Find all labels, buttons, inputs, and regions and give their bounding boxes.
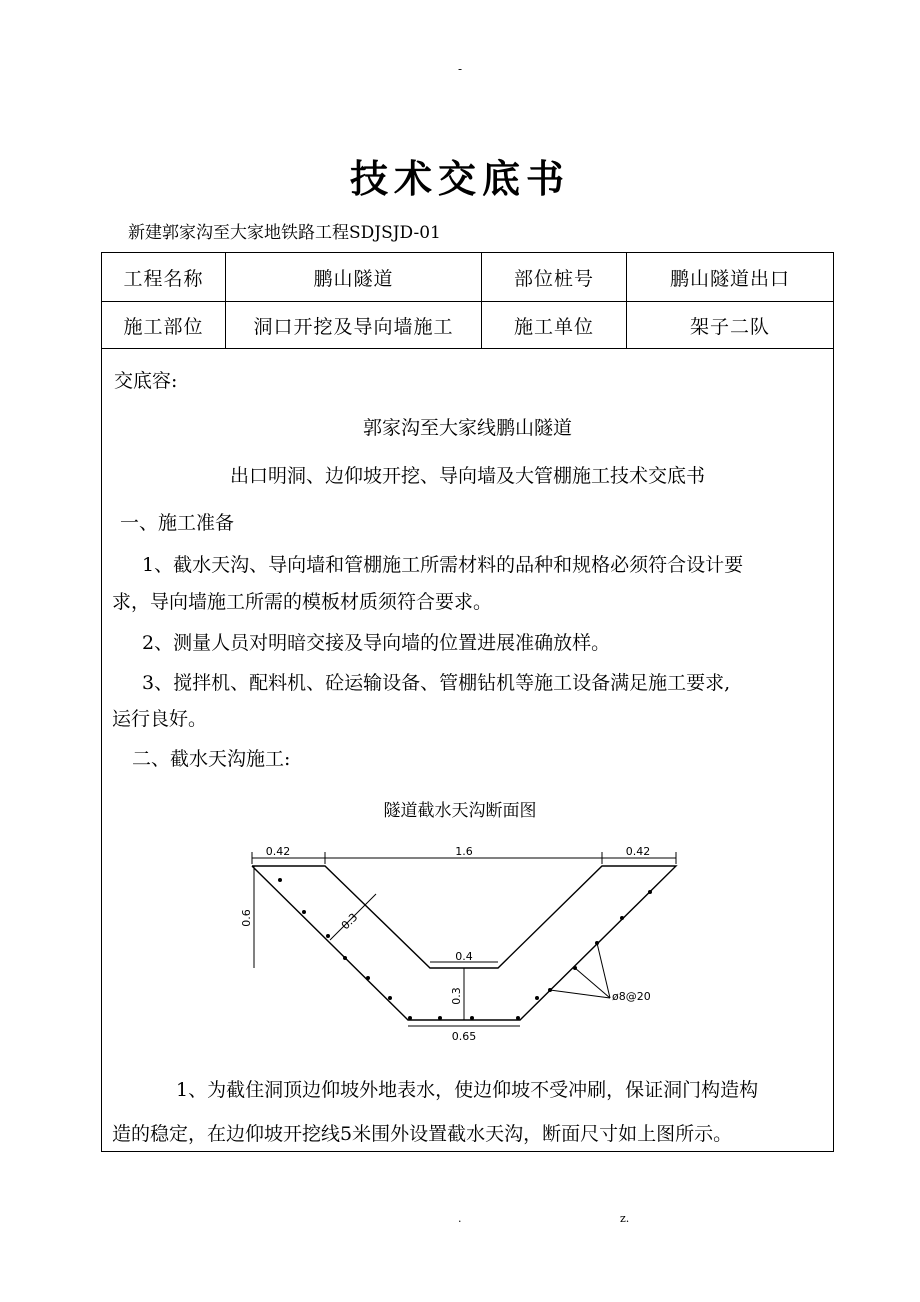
section-2-title: 二、截水天沟施工: — [132, 748, 291, 770]
section-1-title: 一、施工准备 — [120, 512, 235, 534]
dim-height: 0.6 — [240, 909, 253, 927]
label-work-unit: 施工单位 — [482, 302, 627, 348]
value-station: 鹏山隧道出口 — [669, 267, 790, 290]
header-mark: - — [457, 62, 463, 76]
dim-depth: 0.3 — [450, 987, 463, 1005]
paragraph-2: 2、测量人员对明暗交接及导向墙的位置进展准确放样。 — [142, 632, 611, 654]
dim-top-mid: 1.6 — [455, 845, 473, 858]
paragraph-1b: 求，导向墙施工所需的模板材质须符合要求。 — [112, 591, 493, 613]
value-work-unit: 架子二队 — [689, 315, 770, 338]
dim-top-left: 0.42 — [265, 845, 291, 858]
value-project-name: 鹏山隧道 — [226, 253, 482, 301]
page-title: 技术交底书 — [349, 156, 570, 201]
content-label: 交底容: — [114, 370, 178, 392]
paragraph-3a: 3、搅拌机、配料机、砼运输设备、管棚钻机等施工设备满足施工要求, — [142, 672, 731, 694]
paragraph-1a: 1、截水天沟、导向墙和管棚施工所需材料的品种和规格必须符合设计要 — [142, 554, 744, 576]
label-work-part: 施工部位 — [102, 302, 226, 348]
project-name: 新建郭家沟至大家地铁路工程SDJSJD-01 — [128, 223, 441, 243]
label-project-name: 工程名称 — [102, 253, 226, 301]
dim-outer-bottom: 0.65 — [451, 1030, 477, 1043]
rebar-label: ø8@20 — [612, 990, 651, 1003]
heading-line-2: 出口明洞、边仰坡开挖、导向墙及大管棚施工技术交底书 — [229, 465, 705, 487]
figure-title: 隧道截水天沟断面图 — [383, 801, 537, 821]
dim-slope: 0.3 — [338, 910, 361, 933]
paragraph-4b: 造的稳定，在边仰坡开挖线5米围外设置截水天沟，断面尺寸如上图所示。 — [112, 1123, 733, 1145]
footer-right: z. — [620, 1212, 630, 1225]
value-work-part: 洞口开挖及导向墙施工 — [226, 302, 482, 348]
paragraph-4a: 1、为截住洞顶边仰坡外地表水，使边仰坡不受冲刷，保证洞门构造构 — [176, 1079, 759, 1101]
dim-top-right: 0.42 — [625, 845, 651, 858]
dim-inner-bottom: 0.4 — [455, 950, 473, 963]
paragraph-3b: 运行良好。 — [112, 708, 208, 730]
heading-line-1: 郭家沟至大家线鹏山隧道 — [362, 417, 572, 439]
label-station: 部位桩号 — [482, 253, 627, 301]
footer-left: . — [458, 1212, 462, 1225]
